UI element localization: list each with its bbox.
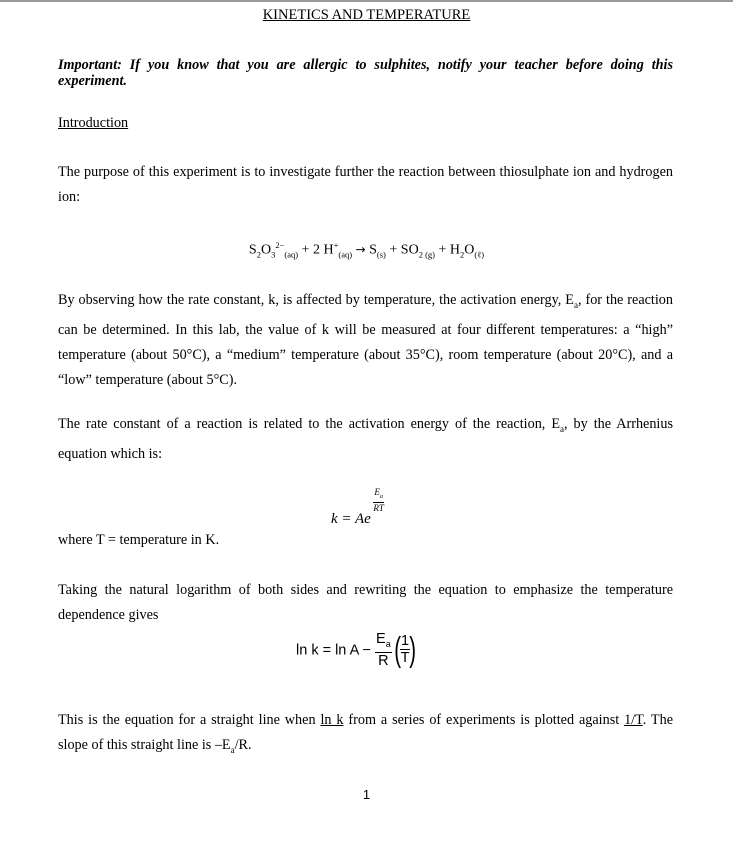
section-heading-introduction: Introduction — [58, 115, 129, 131]
top-border — [0, 0, 733, 2]
eq-charge: 2− — [275, 240, 285, 250]
ea-over-r — [375, 632, 392, 669]
eq-state: (ℓ) — [474, 249, 485, 260]
allergy-warning — [58, 57, 673, 89]
arrhenius-lhs: k = Ae — [331, 510, 371, 527]
eq-o: O — [464, 242, 475, 258]
ln-k-term: ln k — [320, 712, 344, 728]
eq-text: + 2 H — [298, 242, 334, 258]
exp-e: E — [374, 487, 380, 497]
where-line: where T = temperature in K. — [58, 532, 220, 548]
paragraph-text: , by the Arrhenius equation which is: — [58, 416, 673, 462]
exponent-numerator — [373, 487, 384, 503]
num-e: E — [376, 631, 386, 647]
eq-state: (aq) — [338, 249, 353, 260]
reaction-equation — [0, 240, 733, 259]
eq-text: + H — [434, 242, 460, 258]
allergy-warning-line2: experiment. — [58, 73, 127, 89]
log-paragraph: Taking the natural logarithm of both sides and rewriting the equation to emphasize the temperature dependence gives — [58, 582, 673, 623]
eq-text: S — [365, 242, 377, 258]
page-title: KINETICS AND TEMPERATURE — [262, 7, 471, 23]
log-equation — [296, 632, 418, 669]
paragraph-text: . The slope of this straight line is –E — [58, 712, 673, 753]
inner-denominator: T — [400, 650, 410, 667]
num-sub: a — [385, 638, 391, 649]
eq-state: (aq) — [284, 249, 299, 260]
paragraph-text: The rate constant of a reaction is related to the activation energy of the reaction, E — [58, 416, 560, 432]
paragraph-text: /R. — [234, 737, 252, 753]
paren-open: ( — [393, 631, 401, 670]
subscript: a — [230, 744, 235, 755]
eq-state: (g) — [422, 249, 435, 260]
allergy-warning-line1: Important: If you know that you are allergic to sulphites, notify your teacher before doing this — [58, 57, 673, 73]
eq-sub: 2 — [418, 249, 423, 260]
eq-text: + SO — [385, 242, 419, 258]
inner-numerator: 1 — [401, 633, 410, 650]
eq-charge: + — [333, 240, 339, 250]
arrhenius-equation — [331, 487, 385, 527]
paren-close: ) — [409, 631, 417, 670]
eq-sub: 2 — [460, 249, 465, 260]
eq-sub: 2 — [256, 249, 261, 260]
paragraph-text: from a series of experiments is plotted against — [343, 712, 625, 728]
intro-paragraph: The purpose of this experiment is to investigate further the reaction between thiosulphate ion and hydrogen ion: — [58, 164, 673, 205]
activation-paragraph — [58, 288, 673, 393]
inverse-t-term: 1/T — [624, 712, 643, 728]
eq-s: S — [248, 242, 257, 258]
subscript: a — [573, 299, 578, 310]
straight-line-paragraph — [58, 708, 673, 763]
arrhenius-exponent — [373, 487, 384, 514]
page-number: 1 — [362, 787, 371, 802]
paragraph-text: By observing how the rate constant, k, is affected by temperature, the activation energy, E — [58, 292, 574, 308]
log-lhs: ln k = ln A − — [296, 642, 371, 659]
frac-denominator: R — [378, 652, 389, 669]
arrow-icon: → — [355, 242, 366, 257]
exp-sub: a — [379, 493, 383, 500]
exponent-denominator: RT — [373, 502, 384, 513]
paragraph-text: , for the reaction can be determined. In this lab, the value of k will be measured at four different temperatures: a “high” temperature (about 50°C), a “medium” temperature (about 35°C), room temperature (about 20°C), and a “low” temperature (about 5°C). — [58, 292, 673, 388]
paragraph-text: This is the equation for a straight line when — [58, 712, 321, 728]
frac-numerator — [375, 632, 392, 653]
eq-state: (s) — [376, 249, 386, 260]
eq-o: O — [260, 242, 272, 258]
subscript: a — [560, 423, 564, 434]
arrhenius-paragraph — [58, 412, 673, 467]
eq-sub: 3 — [271, 249, 276, 260]
